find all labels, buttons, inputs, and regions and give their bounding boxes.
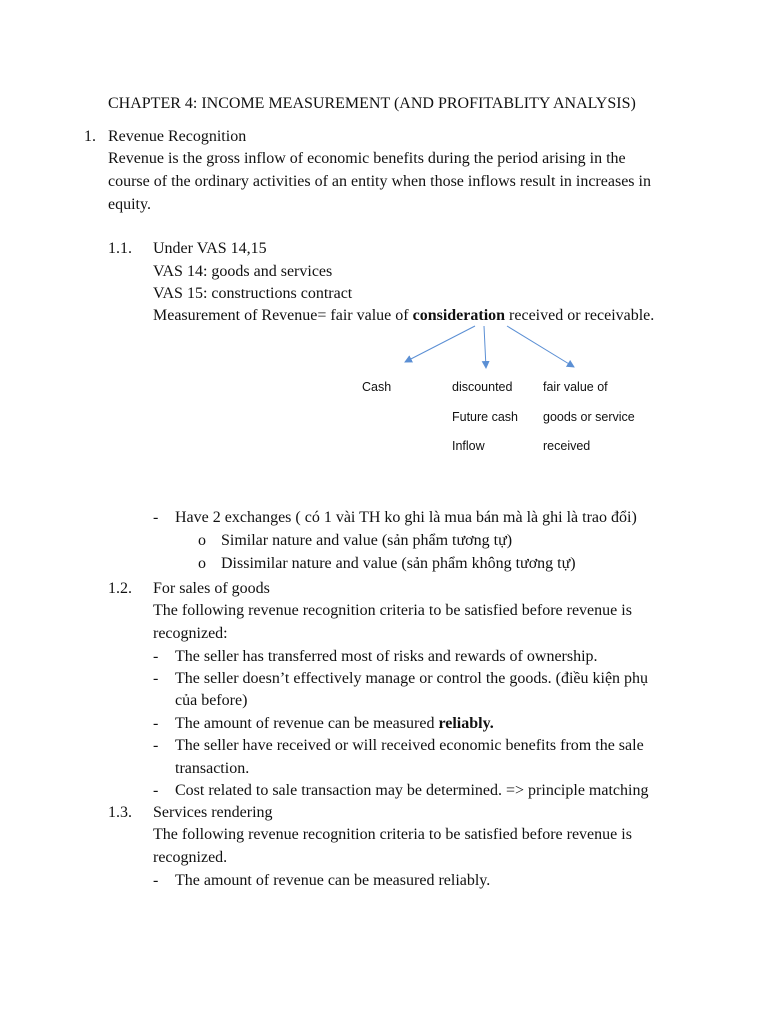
bullet-dash: - bbox=[153, 872, 159, 889]
s13-intro-line-2: recognized. bbox=[153, 849, 228, 866]
s12-intro-line-2: recognized: bbox=[153, 625, 228, 642]
section-1-2-heading: For sales of goods bbox=[153, 580, 270, 597]
definition-line-2: course of the ordinary activities of an entity when those inflows result in increases in bbox=[108, 173, 651, 190]
bullet-dash: - bbox=[153, 648, 159, 665]
similar-nature-item: Similar nature and value (sản phẩm tương tự) bbox=[221, 532, 513, 549]
sub-bullet-circle: o bbox=[198, 555, 206, 572]
s12-bullet-4-line-1: The seller have received or will received economic benefits from the sale bbox=[175, 737, 644, 754]
definition-line-1: Revenue is the gross inflow of economic benefits during the period arising in the bbox=[108, 150, 626, 167]
bullet-dash: - bbox=[153, 737, 159, 754]
measurement-bold-term: consideration bbox=[412, 307, 506, 324]
arrow-to-discounted bbox=[484, 326, 486, 368]
s13-intro-line-1: The following revenue recognition criteria to be satisfied before revenue is bbox=[153, 826, 632, 843]
bullet-dash: - bbox=[153, 509, 159, 526]
arrow-to-fair-value bbox=[507, 326, 574, 367]
section-1-1-heading: Under VAS 14,15 bbox=[153, 240, 267, 257]
s12-bullet-2-line-2: của before) bbox=[175, 692, 248, 709]
s12-bullet-3-bold: reliably. bbox=[438, 715, 494, 732]
exchange-bullet: Have 2 exchanges ( có 1 vài TH ko ghi là mua bán mà là ghi là trao đổi) bbox=[175, 509, 637, 526]
arrow-to-cash bbox=[405, 326, 475, 362]
diagram-discounted-1: discounted bbox=[452, 380, 513, 394]
s12-bullet-5: Cost related to sale transaction may be determined. => principle matching bbox=[175, 782, 649, 799]
bullet-dash: - bbox=[153, 782, 159, 799]
diagram-discounted-3: Inflow bbox=[452, 439, 485, 453]
s12-bullet-3 bbox=[175, 713, 494, 735]
section-1-heading: Revenue Recognition bbox=[108, 128, 247, 145]
measurement-suffix: received or receivable. bbox=[505, 307, 655, 324]
s12-bullet-1: The seller has transferred most of risks and rewards of ownership. bbox=[175, 648, 598, 665]
diagram-cash: Cash bbox=[362, 380, 392, 394]
bullet-dash: - bbox=[153, 715, 159, 732]
sub-bullet-circle: o bbox=[198, 532, 206, 549]
diagram-discounted-2: Future cash bbox=[452, 410, 519, 424]
s12-bullet-2-line-1: The seller doesn’t effectively manage or control the goods. (điều kiện phụ bbox=[175, 670, 649, 687]
section-1-1-number: 1.1. bbox=[108, 240, 132, 257]
page-title: CHAPTER 4: INCOME MEASUREMENT (AND PROFITABLITY ANALYSIS) bbox=[108, 95, 636, 112]
diagram-fair-value-2: goods or service bbox=[543, 410, 635, 424]
definition-line-3: equity. bbox=[108, 196, 151, 213]
s12-bullet-3-text: The amount of revenue can be measured bbox=[175, 715, 439, 732]
vas-14-line: VAS 14: goods and services bbox=[153, 263, 333, 280]
measurement-prefix: Measurement of Revenue= fair value of bbox=[153, 307, 413, 324]
section-1-number: 1. bbox=[84, 128, 96, 145]
section-1-3-heading: Services rendering bbox=[153, 804, 273, 821]
s12-intro-line-1: The following revenue recognition criteria to be satisfied before revenue is bbox=[153, 602, 632, 619]
section-1-2-number: 1.2. bbox=[108, 580, 132, 597]
vas-15-line: VAS 15: constructions contract bbox=[153, 285, 353, 302]
diagram-fair-value-1: fair value of bbox=[543, 380, 608, 394]
s13-bullet-1: The amount of revenue can be measured reliably. bbox=[175, 872, 491, 889]
s12-bullet-4-line-2: transaction. bbox=[175, 760, 250, 777]
diagram-fair-value-3: received bbox=[543, 439, 591, 453]
section-1-3-number: 1.3. bbox=[108, 804, 132, 821]
dissimilar-nature-item: Dissimilar nature and value (sản phẩm không tương tự) bbox=[221, 555, 576, 572]
bullet-dash: - bbox=[153, 670, 159, 687]
